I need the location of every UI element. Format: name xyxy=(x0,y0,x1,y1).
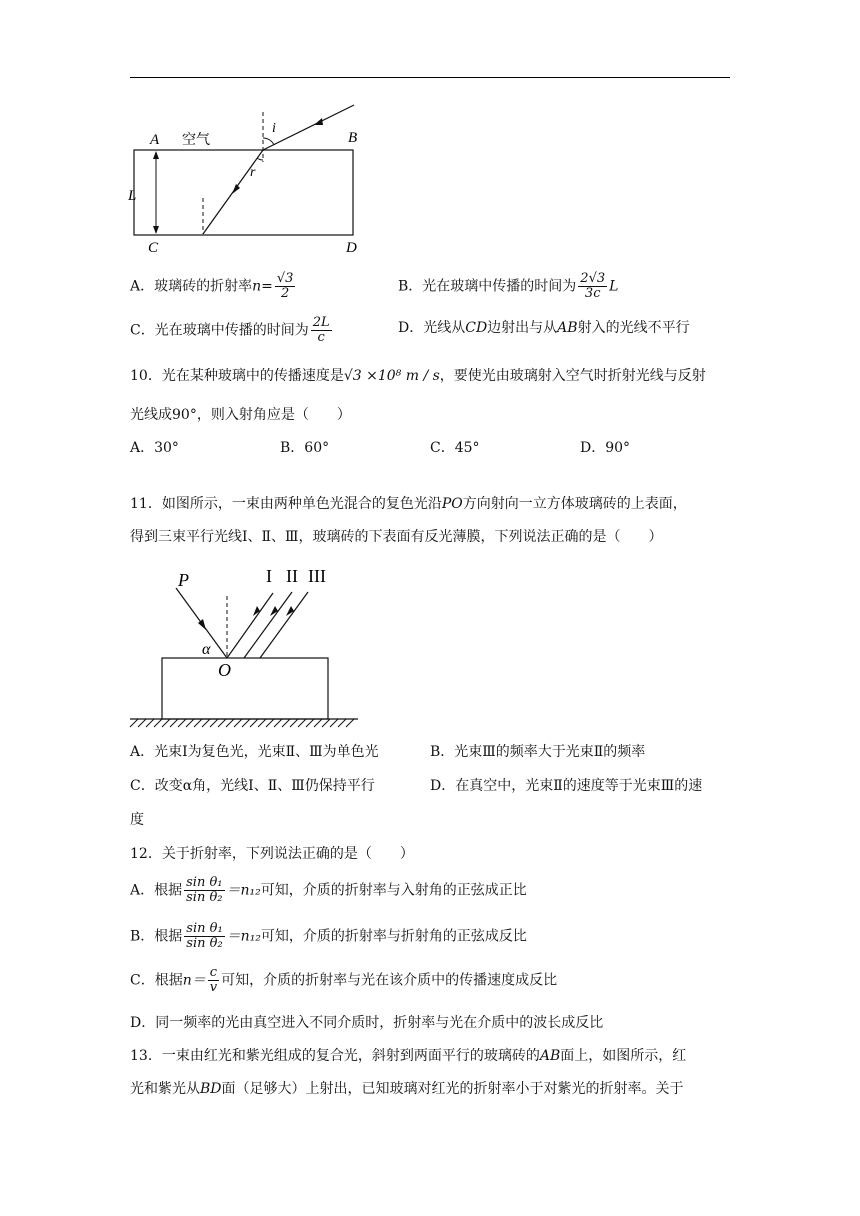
q12-b-fraction: $\frac{\text{sin θ₁}}{\text{sin θ₂}}$ xyxy=(186,921,223,951)
q12-a-fraction: $\frac{\text{sin θ₁}}{\text{sin θ₂}}$ xyxy=(186,875,223,905)
figure-glass-slab xyxy=(126,100,376,260)
label-ray-III: III xyxy=(308,566,326,586)
glass-cube-rect xyxy=(162,658,328,719)
label-B: B xyxy=(348,130,358,146)
q11-stem-line-1: 11．如图所示，一束由两种单色光混合的复色光沿PO方向射向一立方体玻璃砖的上表面， xyxy=(130,496,687,512)
ray-III-arrow xyxy=(286,606,294,616)
q10-option-d[interactable]: D．90° xyxy=(580,440,631,456)
q11-option-a[interactable]: A．光束Ⅰ为复色光，光束Ⅱ、Ⅲ为单色光 xyxy=(130,744,379,760)
q12-c-fraction: $\frac{c}{v}$ xyxy=(209,965,218,995)
label-P: P xyxy=(178,570,189,590)
label-C: C xyxy=(148,240,159,256)
q10-stem-line-1: 10．光在某种玻璃中的传播速度是√3 ×10⁸ m / s，要使光由玻璃射入空气时折射光线与反射 xyxy=(130,368,706,384)
q10-option-b[interactable]: B．60° xyxy=(280,440,330,456)
dimension-arrow-top xyxy=(153,151,159,159)
figure-cube-reflection xyxy=(126,558,366,728)
q13-stem-line-1: 13．一束由红光和紫光组成的复合光，斜射到两面平行的玻璃砖的AB面上，如图所示，红 xyxy=(130,1048,687,1064)
q11-option-b[interactable]: B．光束Ⅲ的频率大于光束Ⅱ的频率 xyxy=(430,744,646,760)
label-alpha: α xyxy=(202,641,211,658)
label-O: O xyxy=(218,660,231,680)
label-r: r xyxy=(250,165,256,180)
ray-II-arrow xyxy=(270,606,278,616)
q13-stem-line-2: 光和紫光从BD面（足够大）上射出，已知玻璃对红光的折射率小于对紫光的折射率。关于 xyxy=(130,1081,684,1097)
q12-option-a[interactable]: A．根据 $\frac{\text{sin θ₁}}{\text{sin θ₂}}$ ＝n₁₂可知，介质的折射率与入射角的正弦成正比 xyxy=(130,875,527,905)
ground-hatch xyxy=(130,719,354,727)
header-rule xyxy=(130,77,730,78)
ray-I xyxy=(227,593,273,658)
q12-option-c[interactable]: C．根据n＝ $\frac{c}{v}$ 可知，介质的折射率与光在该介质中的传播速度成反比 xyxy=(130,965,558,995)
ray-I-arrow xyxy=(253,606,260,616)
q9-b-fraction: $\frac{2√3}{3c}$ xyxy=(580,271,606,301)
q9-a-fraction: $\frac{√3}{2}$ xyxy=(276,271,294,301)
q9-option-c[interactable]: C．光在玻璃中传播的时间为 $\frac{2L}{c}$ xyxy=(130,315,330,345)
label-D: D xyxy=(346,240,357,256)
angle-arc-i xyxy=(263,138,274,145)
label-L: L xyxy=(128,188,137,204)
q11-option-d[interactable]: D．在真空中，光束Ⅱ的速度等于光束Ⅲ的速 xyxy=(430,778,703,794)
label-A: A xyxy=(150,132,160,148)
label-air: 空气 xyxy=(182,132,210,148)
glass-slab-rect xyxy=(134,150,353,235)
q9-c-fraction: $\frac{2L}{c}$ xyxy=(312,315,330,345)
q10-option-a[interactable]: A．30° xyxy=(130,440,179,456)
refracted-ray-arrow xyxy=(232,184,240,194)
incident-ray-arrow xyxy=(314,118,323,125)
q9-option-d[interactable]: D．光线从CD边射出与从AB射入的光线不平行 xyxy=(398,320,690,336)
q12-stem: 12．关于折射率，下列说法正确的是（ ） xyxy=(130,846,414,862)
label-ray-II: II xyxy=(286,566,298,586)
ray-II xyxy=(244,592,292,658)
dimension-arrow-bottom xyxy=(153,226,159,234)
q11-stem-line-2: 得到三束平行光线Ⅰ、Ⅱ、Ⅲ，玻璃砖的下表面有反光薄膜，下列说法正确的是（ ） xyxy=(130,529,663,545)
q9-option-b[interactable]: B．光在玻璃中传播的时间为 $\frac{2√3}{3c}$ L xyxy=(398,271,619,301)
q10-stem-line-2: 光线成90°，则入射角应是（ ） xyxy=(130,407,351,423)
label-ray-I: I xyxy=(266,566,272,586)
incident-ray xyxy=(263,105,354,150)
label-i: i xyxy=(272,121,276,136)
q9-option-a[interactable]: A．玻璃砖的折射率n= $\frac{√3}{2}$ xyxy=(130,271,294,301)
angle-arc-r xyxy=(257,158,263,160)
q10-option-c[interactable]: C．45° xyxy=(430,440,480,456)
q12-option-b[interactable]: B．根据 $\frac{\text{sin θ₁}}{\text{sin θ₂}}$ ＝n₁₂可知，介质的折射率与折射角的正弦成反比 xyxy=(130,921,527,951)
q12-option-d[interactable]: D．同一频率的光由真空进入不同介质时，折射率与光在介质中的波长成反比 xyxy=(130,1015,604,1031)
q11-option-d-wrap: 度 xyxy=(130,812,144,828)
q11-option-c[interactable]: C．改变α角，光线Ⅰ、Ⅱ、Ⅲ仍保持平行 xyxy=(130,778,375,794)
